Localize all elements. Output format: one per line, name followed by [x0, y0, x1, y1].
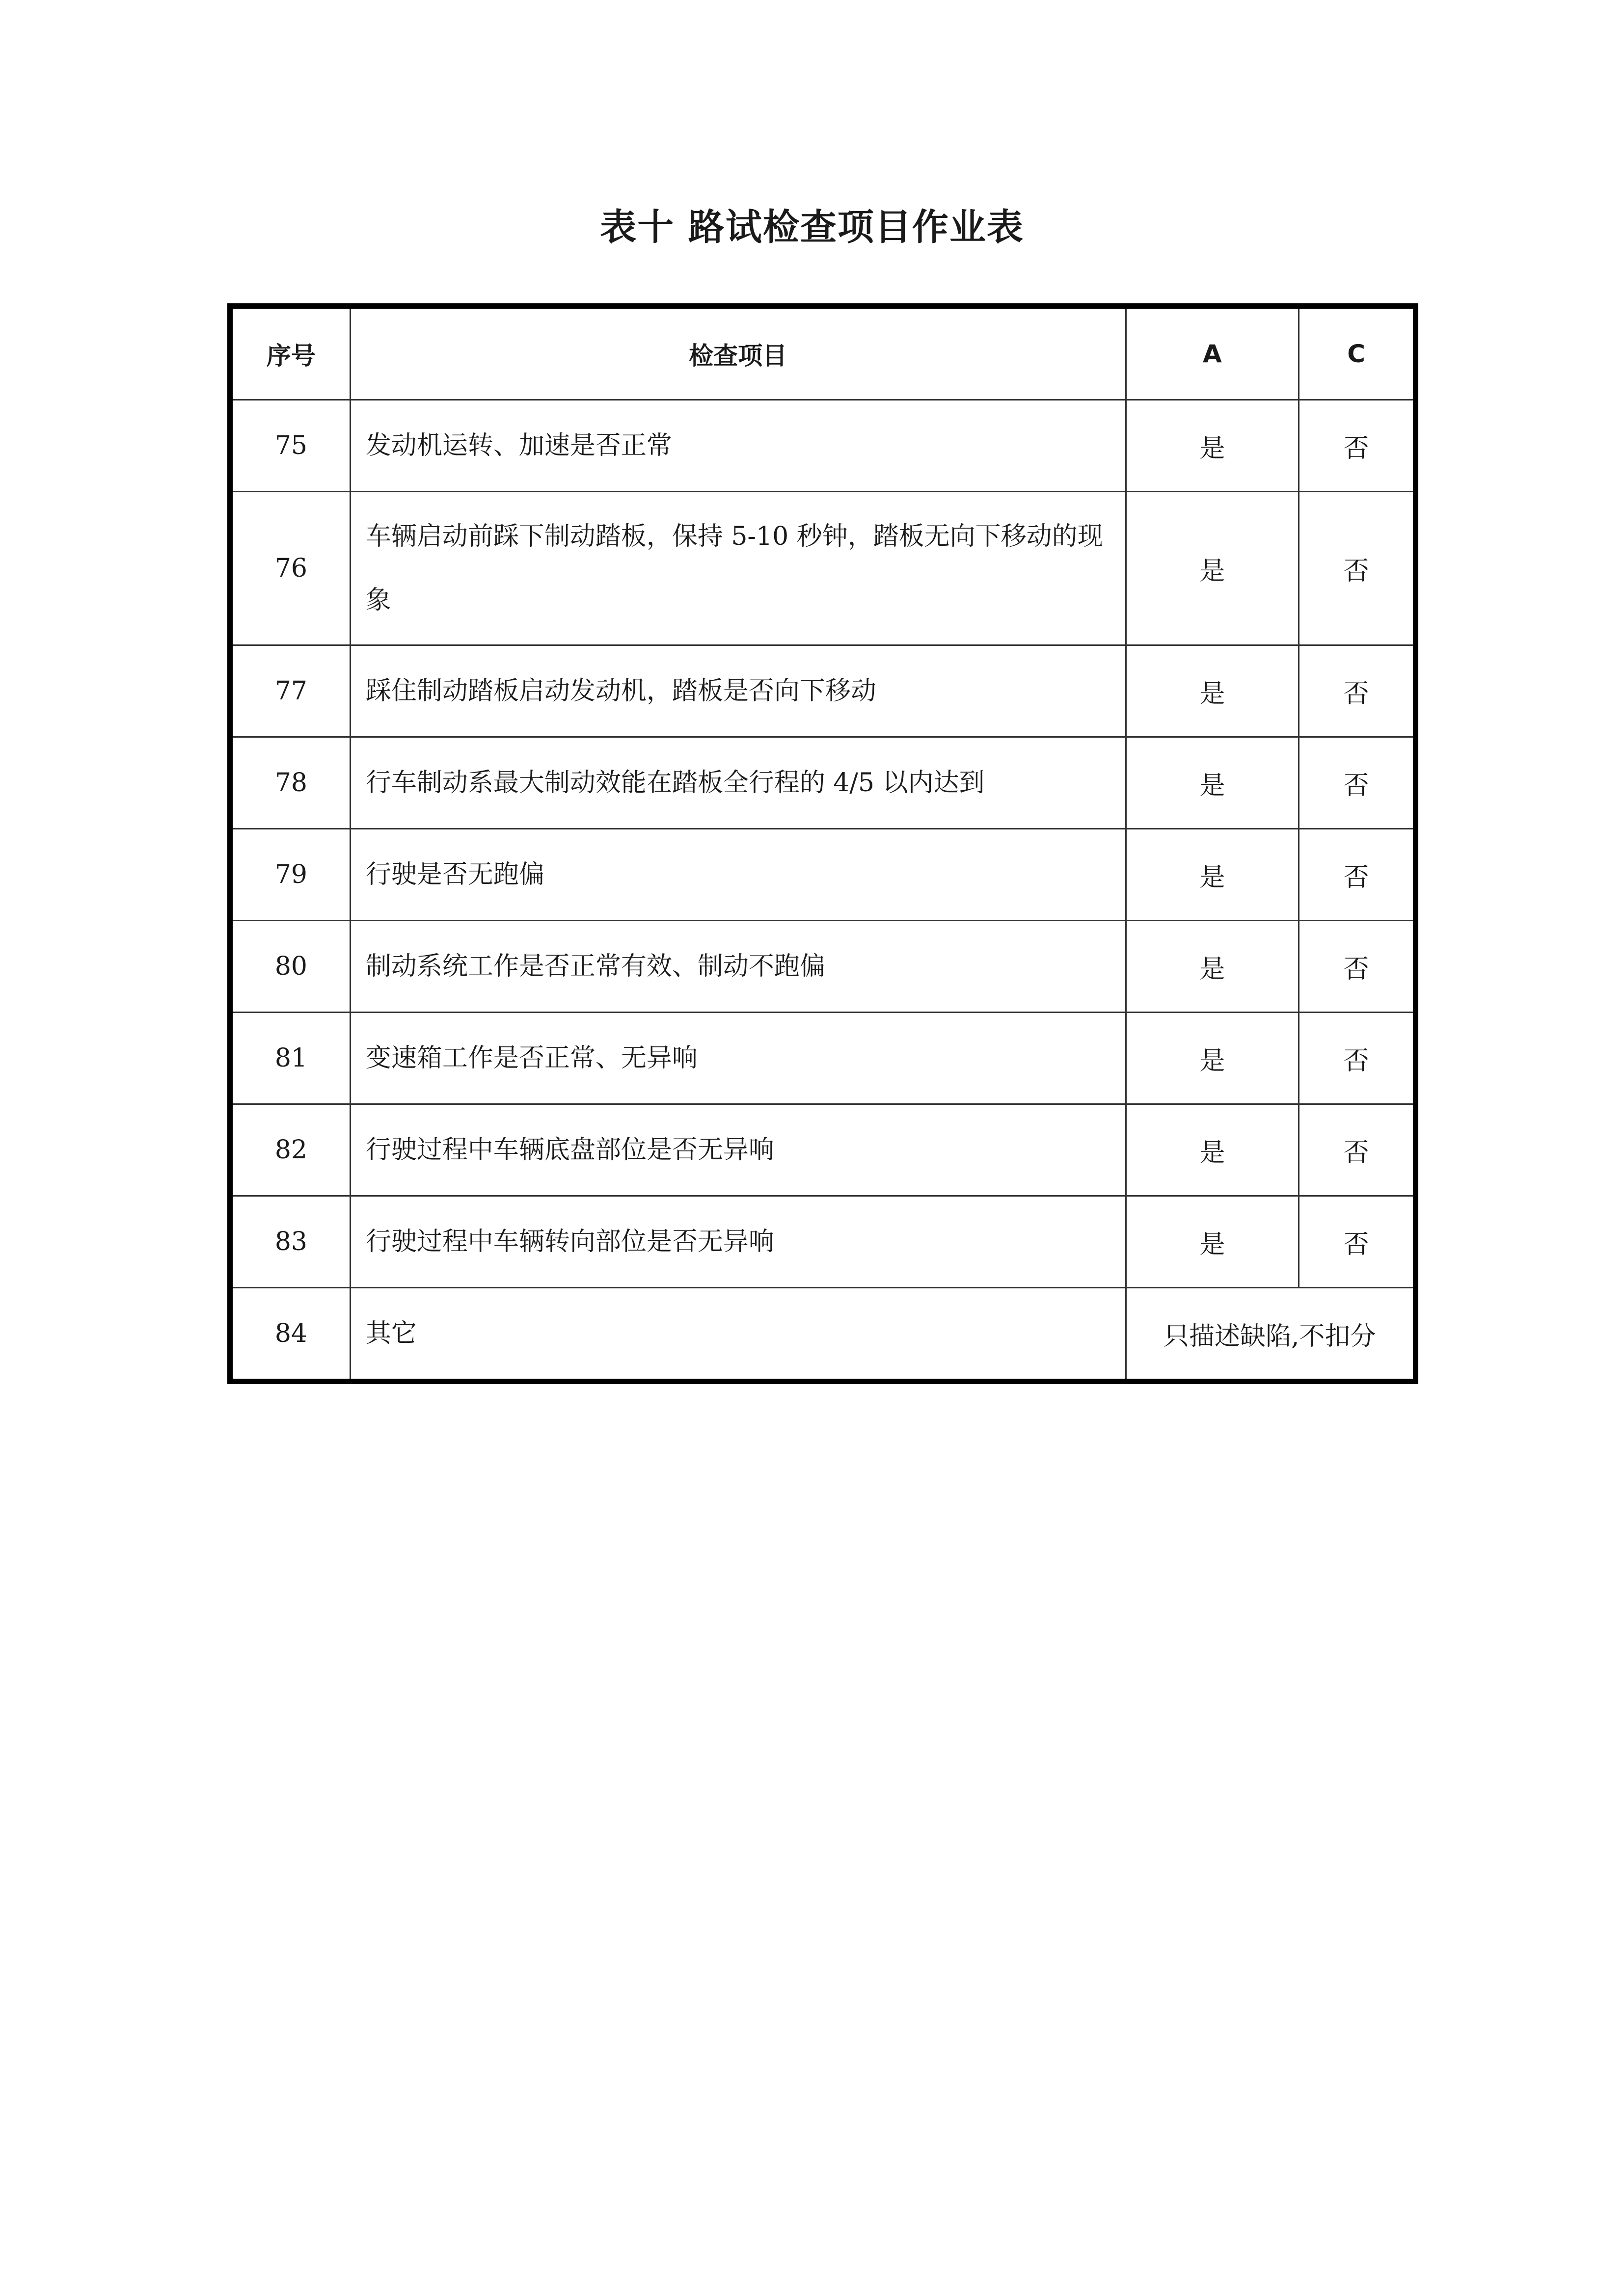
row-c: 否: [1299, 829, 1416, 921]
row-item: 其它: [350, 1288, 1126, 1382]
row-item: 行驶过程中车辆转向部位是否无异响: [350, 1196, 1126, 1288]
row-c: 否: [1299, 737, 1416, 829]
row-c: 否: [1299, 492, 1416, 645]
row-item: 制动系统工作是否正常有效、制动不跑偏: [350, 921, 1126, 1013]
table-row: [230, 400, 1416, 492]
row-no: 83: [230, 1196, 351, 1288]
inspection-table: [227, 303, 1418, 1384]
row-c: 否: [1299, 921, 1416, 1013]
row-no: 77: [230, 645, 351, 737]
table-row: [230, 492, 1416, 645]
table-row: [230, 829, 1416, 921]
table-row: [230, 1013, 1416, 1104]
row-a: 是: [1126, 645, 1299, 737]
row-item: 行驶过程中车辆底盘部位是否无异响: [350, 1104, 1126, 1196]
row-a: 是: [1126, 1196, 1299, 1288]
row-c: 否: [1299, 645, 1416, 737]
row-item: 踩住制动踏板启动发动机，踏板是否向下移动: [350, 645, 1126, 737]
row-item: 行驶是否无跑偏: [350, 829, 1126, 921]
row-no: 84: [230, 1288, 351, 1382]
header-no: 序号: [230, 306, 351, 400]
table-row: [230, 921, 1416, 1013]
row-a: 是: [1126, 492, 1299, 645]
row-item: 发动机运转、加速是否正常: [350, 400, 1126, 492]
row-a: 是: [1126, 400, 1299, 492]
table-row-last: [230, 1288, 1416, 1382]
header-row: [230, 306, 1416, 400]
row-no: 76: [230, 492, 351, 645]
row-a: 是: [1126, 921, 1299, 1013]
row-item: 行车制动系最大制动效能在踏板全行程的 4/5 以内达到: [350, 737, 1126, 829]
row-c: 否: [1299, 1013, 1416, 1104]
row-item: 车辆启动前踩下制动踏板，保持 5-10 秒钟，踏板无向下移动的现象: [350, 492, 1126, 645]
header-a: A: [1126, 306, 1299, 400]
row-a: 是: [1126, 1104, 1299, 1196]
table-row: [230, 645, 1416, 737]
row-note: 只描述缺陷,不扣分: [1126, 1288, 1415, 1382]
row-c: 否: [1299, 1104, 1416, 1196]
row-a: 是: [1126, 737, 1299, 829]
row-no: 75: [230, 400, 351, 492]
row-c: 否: [1299, 400, 1416, 492]
row-no: 78: [230, 737, 351, 829]
page-title: 表十 路试检查项目作业表: [600, 206, 1024, 248]
row-a: 是: [1126, 829, 1299, 921]
row-no: 81: [230, 1013, 351, 1104]
table-row: [230, 1196, 1416, 1288]
row-c: 否: [1299, 1196, 1416, 1288]
row-no: 79: [230, 829, 351, 921]
row-item: 变速箱工作是否正常、无异响: [350, 1013, 1126, 1104]
header-c: C: [1299, 306, 1416, 400]
row-a: 是: [1126, 1013, 1299, 1104]
table-row: [230, 1104, 1416, 1196]
header-item: 检查项目: [350, 306, 1126, 400]
table-row: [230, 737, 1416, 829]
row-no: 80: [230, 921, 351, 1013]
row-no: 82: [230, 1104, 351, 1196]
